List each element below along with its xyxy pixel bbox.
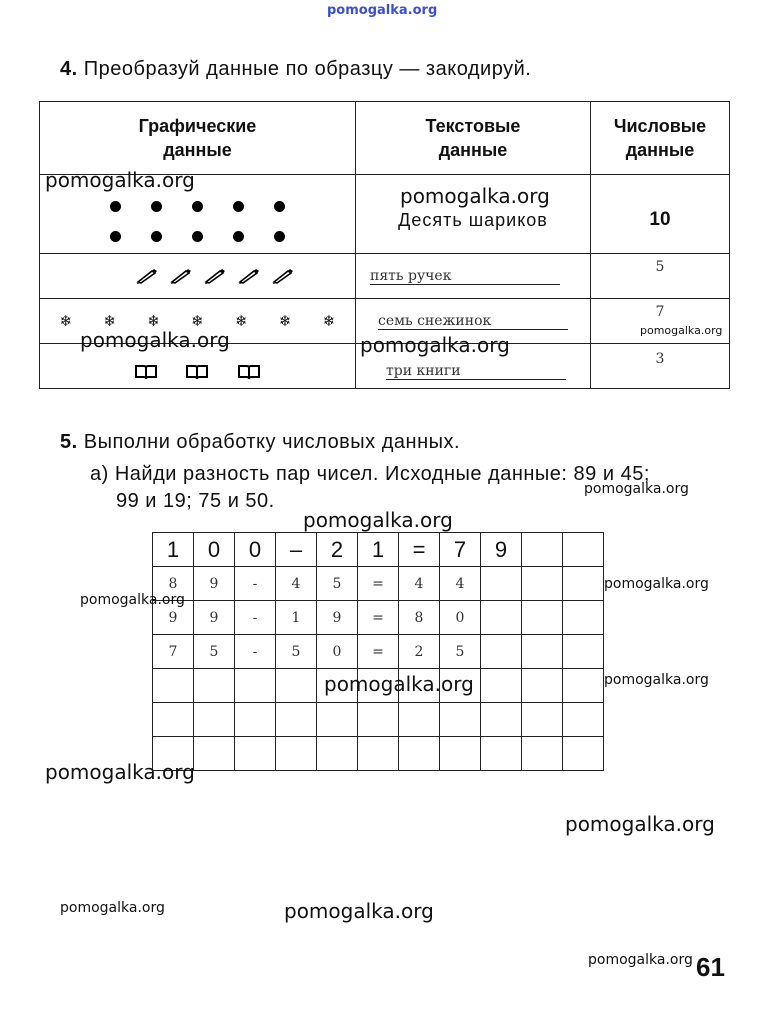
grid-cell[interactable] xyxy=(440,737,481,771)
grid-row xyxy=(153,703,604,737)
grid-cell[interactable]: 9 xyxy=(194,601,235,635)
grid-cell[interactable]: 5 xyxy=(276,635,317,669)
grid-cell[interactable]: 2 xyxy=(399,635,440,669)
grid-cell[interactable] xyxy=(481,737,522,771)
grid-cell[interactable] xyxy=(276,703,317,737)
grid-cell[interactable]: = xyxy=(358,567,399,601)
watermark: pomogalka.org xyxy=(584,481,689,497)
grid-cell[interactable]: - xyxy=(235,601,276,635)
grid-cell[interactable] xyxy=(522,737,563,771)
grid-cell[interactable]: 0 xyxy=(317,635,358,669)
grid-cell: 0 xyxy=(235,533,276,567)
grid-cell[interactable]: 1 xyxy=(276,601,317,635)
table-row xyxy=(40,254,730,299)
grid-cell[interactable] xyxy=(522,635,563,669)
subtask-a-line1: а) Найди разность пар чисел. Исходные данные: 89 и 45; xyxy=(90,463,650,485)
page-number: 61 xyxy=(696,952,725,982)
number-cell-balls xyxy=(591,175,730,254)
grid-row xyxy=(153,533,604,567)
grid-cell[interactable] xyxy=(481,703,522,737)
book-icon xyxy=(237,364,261,380)
grid-cell[interactable] xyxy=(317,703,358,737)
number-balls: 10 xyxy=(649,209,671,230)
subtask-a-line2: 99 и 19; 75 и 50. xyxy=(116,490,275,512)
header-text-line2: данные xyxy=(438,140,508,160)
snowflake-icon: ❄ xyxy=(278,312,292,330)
watermark: pomogalka.org xyxy=(45,168,195,192)
watermark: pomogalka.org xyxy=(360,333,510,357)
grid-cell[interactable]: 4 xyxy=(399,567,440,601)
grid-cell[interactable]: 8 xyxy=(153,567,194,601)
dot-icon xyxy=(274,201,285,212)
grid-cell xyxy=(563,533,604,567)
grid-cell[interactable] xyxy=(481,567,522,601)
grid-row xyxy=(153,567,604,601)
grid-cell[interactable] xyxy=(563,601,604,635)
task-4-title xyxy=(60,58,531,81)
watermark-top: pomogalka.org xyxy=(327,3,438,18)
header-numeric-line2: данные xyxy=(625,140,695,160)
text-pens[interactable]: пять ручек xyxy=(370,268,560,285)
pen-icon xyxy=(136,268,158,284)
grid-cell[interactable] xyxy=(276,669,317,703)
header-graphic-line1: Графические xyxy=(138,116,257,136)
grid-cell[interactable]: = xyxy=(358,635,399,669)
watermark: pomogalka.org xyxy=(324,672,474,696)
pen-icon xyxy=(204,268,226,284)
watermark: pomogalka.org xyxy=(640,324,723,337)
header-numeric xyxy=(591,102,730,175)
text-snowflakes[interactable]: семь снежинок xyxy=(378,313,568,330)
dot-icon xyxy=(233,201,244,212)
grid-cell[interactable] xyxy=(194,703,235,737)
grid-cell[interactable]: 5 xyxy=(440,635,481,669)
watermark: pomogalka.org xyxy=(80,328,230,352)
number-cell-books xyxy=(591,344,730,389)
task-5-title xyxy=(60,431,460,454)
grid-cell[interactable] xyxy=(522,703,563,737)
number-snowflakes[interactable]: 7 xyxy=(655,304,665,320)
answer-grid xyxy=(152,532,604,771)
grid-cell[interactable]: 9 xyxy=(317,601,358,635)
grid-cell[interactable] xyxy=(440,703,481,737)
watermark: pomogalka.org xyxy=(80,592,185,608)
task-5-text: Выполни обработку числовых данных. xyxy=(83,431,461,453)
snowflake-icon: ❄ xyxy=(147,312,160,330)
dot-icon xyxy=(151,201,162,212)
balls-row-1 xyxy=(40,193,355,223)
task-5-number: 5. xyxy=(60,431,78,453)
text-cell-pens xyxy=(356,254,591,299)
dot-icon xyxy=(110,231,121,242)
dot-icon xyxy=(192,231,203,242)
grid-cell[interactable] xyxy=(563,635,604,669)
snowflake-icon: ❄ xyxy=(235,312,248,330)
grid-cell: 9 xyxy=(481,533,522,567)
snowflake-icon: ❄ xyxy=(103,312,117,330)
snowflake-icon: ❄ xyxy=(322,312,336,330)
pen-icon xyxy=(272,268,294,284)
watermark: pomogalka.org xyxy=(400,184,550,208)
grid-cell[interactable] xyxy=(194,737,235,771)
book-icon xyxy=(134,364,158,380)
grid-row xyxy=(153,635,604,669)
watermark: pomogalka.org xyxy=(284,899,434,923)
watermark: pomogalka.org xyxy=(588,952,693,968)
number-books[interactable]: 3 xyxy=(655,351,665,367)
grid-cell[interactable]: = xyxy=(358,601,399,635)
snowflake-icon: ❄ xyxy=(191,312,204,330)
grid-cell[interactable] xyxy=(235,669,276,703)
grid-cell[interactable] xyxy=(522,669,563,703)
grid-cell: 7 xyxy=(440,533,481,567)
grid-cell[interactable]: 7 xyxy=(153,635,194,669)
grid-cell: – xyxy=(276,533,317,567)
header-graphic-line2: данные xyxy=(163,140,232,160)
grid-cell[interactable] xyxy=(194,669,235,703)
header-text xyxy=(356,102,591,175)
grid-cell: 1 xyxy=(153,533,194,567)
grid-cell[interactable]: 9 xyxy=(194,567,235,601)
grid-cell[interactable] xyxy=(153,669,194,703)
grid-cell[interactable]: 9 xyxy=(153,601,194,635)
header-text-line1: Текстовые xyxy=(425,116,521,136)
grid-cell[interactable] xyxy=(235,737,276,771)
watermark: pomogalka.org xyxy=(604,576,709,592)
balls-row-2 xyxy=(40,223,355,253)
dot-icon xyxy=(274,231,285,242)
grid-cell[interactable]: 4 xyxy=(440,567,481,601)
number-cell-pens xyxy=(591,254,730,299)
header-numeric-line1: Числовые xyxy=(613,116,707,136)
grid-cell[interactable]: - xyxy=(235,567,276,601)
grid-cell[interactable]: 5 xyxy=(317,567,358,601)
grid-cell[interactable] xyxy=(563,567,604,601)
grid-cell[interactable] xyxy=(481,669,522,703)
grid-cell[interactable] xyxy=(481,635,522,669)
grid-cell[interactable] xyxy=(358,737,399,771)
grid-cell[interactable] xyxy=(399,703,440,737)
grid-cell[interactable]: - xyxy=(235,635,276,669)
grid-cell: = xyxy=(399,533,440,567)
watermark: pomogalka.org xyxy=(303,508,453,532)
dot-icon xyxy=(233,231,244,242)
watermark: pomogalka.org xyxy=(45,760,195,784)
grid-cell: 2 xyxy=(317,533,358,567)
grid-cell xyxy=(522,533,563,567)
pen-icon xyxy=(170,268,192,284)
watermark: pomogalka.org xyxy=(60,900,165,916)
dot-icon xyxy=(110,201,121,212)
watermark: pomogalka.org xyxy=(604,672,709,688)
book-icon xyxy=(185,364,209,380)
text-books[interactable]: три книги xyxy=(386,363,566,380)
task-4-text: Преобразуй данные по образцу — закодируй. xyxy=(83,58,532,80)
grid-cell[interactable] xyxy=(563,737,604,771)
watermark: pomogalka.org xyxy=(565,812,715,836)
header-graphic xyxy=(40,102,356,175)
snowflake-icon: ❄ xyxy=(59,312,73,330)
grid-cell[interactable] xyxy=(276,737,317,771)
pen-icon xyxy=(238,268,260,284)
graphic-cell-pens xyxy=(40,254,356,299)
grid-cell[interactable] xyxy=(153,703,194,737)
grid-row xyxy=(153,601,604,635)
grid-cell[interactable] xyxy=(522,601,563,635)
grid-cell[interactable] xyxy=(317,737,358,771)
grid-cell[interactable] xyxy=(399,737,440,771)
grid-cell: 1 xyxy=(358,533,399,567)
grid-cell[interactable] xyxy=(358,703,399,737)
grid-cell: 0 xyxy=(194,533,235,567)
task-4-number: 4. xyxy=(60,58,78,80)
grid-cell[interactable] xyxy=(563,703,604,737)
grid-cell[interactable] xyxy=(481,601,522,635)
grid-cell[interactable] xyxy=(522,567,563,601)
grid-cell[interactable]: 8 xyxy=(399,601,440,635)
table-header-row xyxy=(40,102,730,175)
number-pens[interactable]: 5 xyxy=(655,259,665,275)
grid-cell[interactable]: 4 xyxy=(276,567,317,601)
grid-cell[interactable]: 0 xyxy=(440,601,481,635)
grid-cell[interactable]: 5 xyxy=(194,635,235,669)
dot-icon xyxy=(192,201,203,212)
dot-icon xyxy=(151,231,162,242)
grid-cell[interactable] xyxy=(563,669,604,703)
text-balls: Десять шариков xyxy=(398,210,548,230)
grid-cell[interactable] xyxy=(235,703,276,737)
grid-row xyxy=(153,737,604,771)
